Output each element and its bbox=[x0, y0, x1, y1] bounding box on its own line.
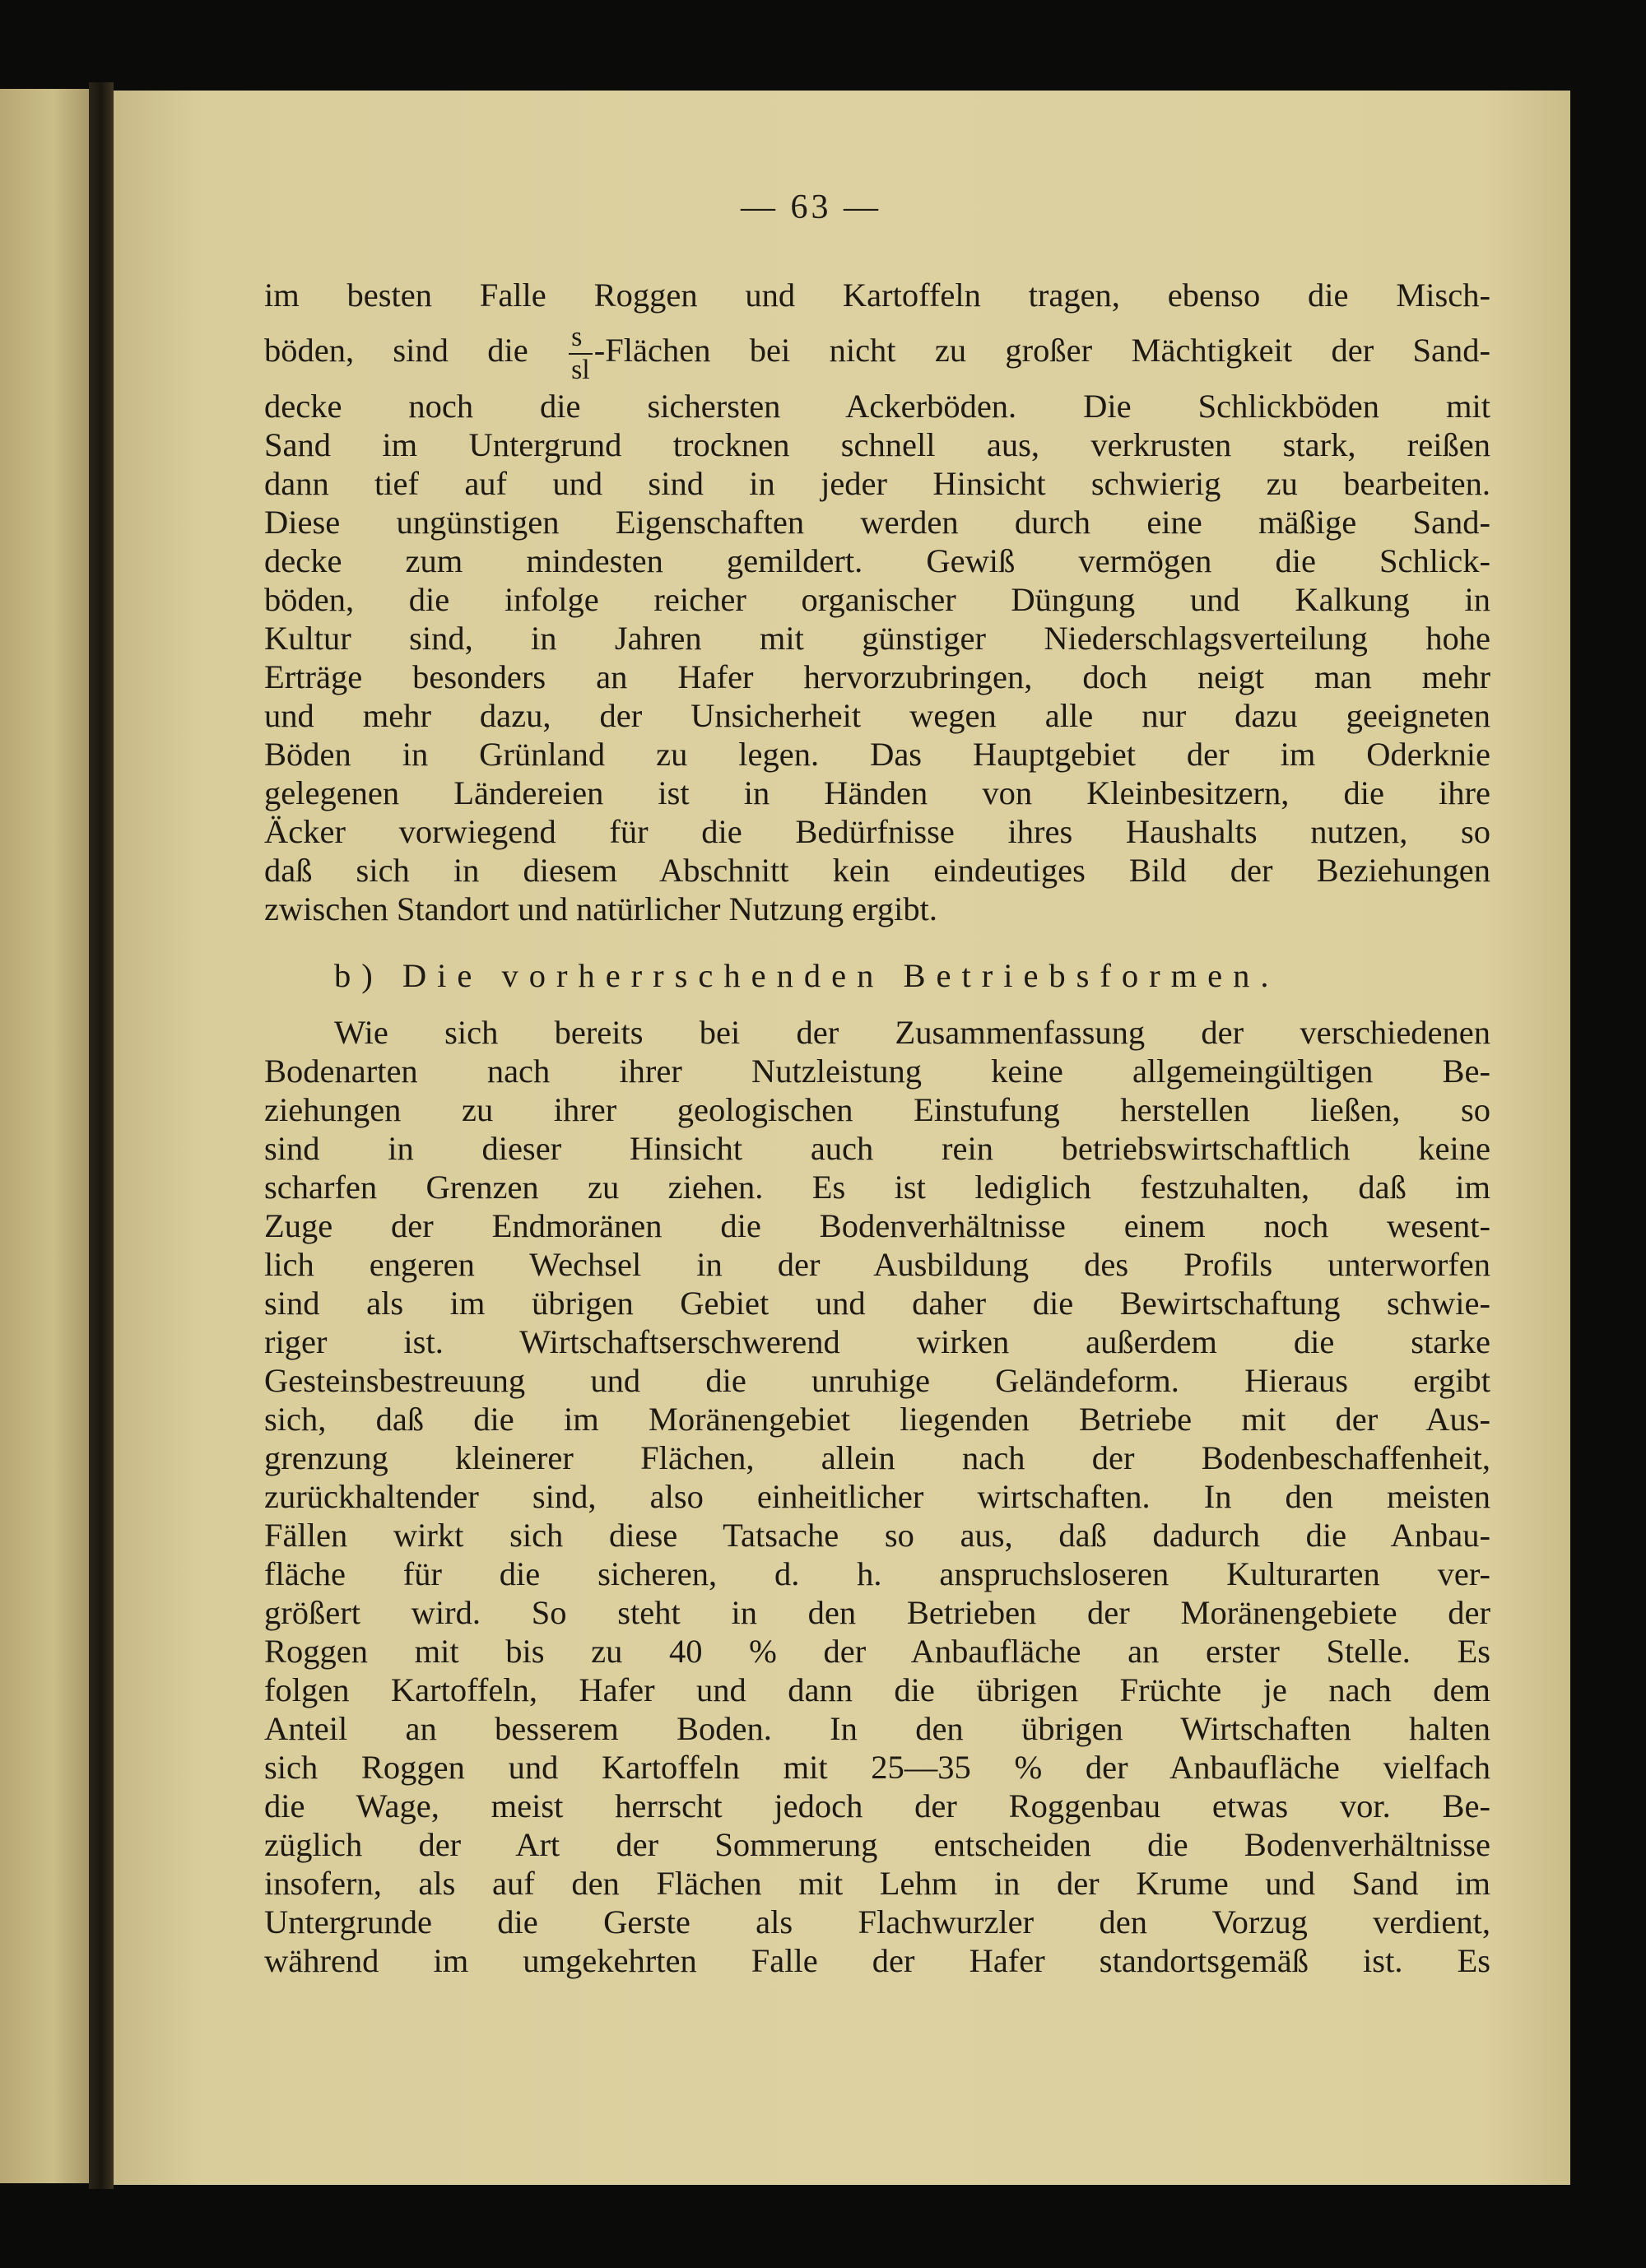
text-line: züglich der Art der Sommerung entscheiden die Bodenverhältnisse bbox=[264, 1826, 1490, 1863]
page-number: — 63 — bbox=[741, 188, 881, 226]
text-line: sind als im übrigen Gebiet und daher die Bewirtschaftung schwie- bbox=[264, 1285, 1490, 1322]
text-line: Sand im Untergrund trocknen schnell aus, verkrusten stark, reißen bbox=[264, 426, 1490, 463]
text-line: insofern, als auf den Flächen mit Lehm in der Krume und Sand im bbox=[264, 1865, 1490, 1902]
book-gutter bbox=[89, 82, 114, 2189]
text-line: sich Roggen und Kartoffeln mit 25—35 % der Anbaufläche vielfach bbox=[264, 1749, 1490, 1786]
text-line: Zuge der Endmoränen die Bodenverhältnisse einem noch wesent- bbox=[264, 1207, 1490, 1244]
text-line: Anteil an besserem Boden. In den übrigen Wirtschaften halten bbox=[264, 1710, 1490, 1747]
facing-page-edge bbox=[0, 89, 89, 2183]
text-line: folgen Kartoffeln, Hafer und dann die übrigen Früchte je nach dem bbox=[264, 1671, 1490, 1708]
text-line: decke noch die sichersten Ackerböden. Die Schlickböden mit bbox=[264, 388, 1490, 425]
section-heading: b) Die vorherrschenden Betriebsformen. bbox=[334, 957, 1280, 994]
fraction-denominator: sl bbox=[571, 354, 590, 385]
text-line: Untergrunde die Gerste als Flachwurzler den Vorzug verdient, bbox=[264, 1903, 1490, 1940]
fraction-s-over-sl bbox=[569, 323, 593, 384]
text-line: Diese ungünstigen Eigenschaften werden durch eine mäßige Sand- bbox=[264, 504, 1490, 541]
text-line: Erträge besonders an Hafer hervorzubringen, doch neigt man mehr bbox=[264, 658, 1490, 695]
text-line: decke zum mindesten gemildert. Gewiß vermögen die Schlick- bbox=[264, 542, 1490, 579]
text-line: scharfen Grenzen zu ziehen. Es ist lediglich festzuhalten, daß im bbox=[264, 1169, 1490, 1206]
text-line: und mehr dazu, der Unsicherheit wegen alle nur dazu geeigneten bbox=[264, 697, 1490, 734]
text-line: größert wird. So steht in den Betrieben der Moränengebiete der bbox=[264, 1594, 1490, 1631]
text-line: Fällen wirkt sich diese Tatsache so aus, daß dadurch die Anbau- bbox=[264, 1517, 1490, 1554]
text-line: sich, daß die im Moränengebiet liegenden Betriebe mit der Aus- bbox=[264, 1401, 1490, 1438]
text-line: während im umgekehrten Falle der Hafer standortsgemäß ist. Es bbox=[264, 1942, 1490, 1979]
text-line: böden, die infolge reicher organischer Düngung und Kalkung in bbox=[264, 581, 1490, 618]
text-line-with-formula bbox=[264, 314, 1490, 387]
text-line: Gesteinsbestreuung und die unruhige Geländeform. Hieraus ergibt bbox=[264, 1362, 1490, 1399]
text-line: dann tief auf und sind in jeder Hinsicht schwierig zu bearbeiten. bbox=[264, 465, 1490, 502]
background-edge bbox=[1570, 91, 1646, 2185]
text-line: ziehungen zu ihrer geologischen Einstufung herstellen ließen, so bbox=[264, 1091, 1490, 1128]
text-line: Wie sich bereits bei der Zusammenfassung der verschiedenen bbox=[334, 1014, 1490, 1051]
text-line: die Wage, meist herrscht jedoch der Roggenbau etwas vor. Be- bbox=[264, 1787, 1490, 1824]
text-line: zurückhaltender sind, also einheitlicher wirtschaften. In den meisten bbox=[264, 1478, 1490, 1515]
text-line: grenzung kleinerer Flächen, allein nach der Bodenbeschaffenheit, bbox=[264, 1439, 1490, 1476]
text-line: Bodenarten nach ihrer Nutzleistung keine allgemeingültigen Be- bbox=[264, 1053, 1490, 1090]
text-line: Äcker vorwiegend für die Bedürfnisse ihres Haushalts nutzen, so bbox=[264, 813, 1490, 850]
fraction-numerator: s bbox=[569, 323, 593, 355]
text-segment: -Flächen bei nicht zu großer Mächtigkeit der Sand- bbox=[593, 332, 1491, 369]
text-line: Kultur sind, in Jahren mit günstiger Niederschlagsverteilung hohe bbox=[264, 620, 1490, 657]
text-line: Böden in Grünland zu legen. Das Hauptgebiet der im Oderknie bbox=[264, 736, 1490, 773]
text-line: fläche für die sicheren, d. h. anspruchsloseren Kulturarten ver- bbox=[264, 1555, 1490, 1592]
text-line: im besten Falle Roggen und Kartoffeln tragen, ebenso die Misch- bbox=[264, 277, 1490, 314]
text-line: riger ist. Wirtschaftserschwerend wirken außerdem die starke bbox=[264, 1323, 1490, 1360]
text-line: sind in dieser Hinsicht auch rein betriebswirtschaftlich keine bbox=[264, 1130, 1490, 1167]
text-line: daß sich in diesem Abschnitt kein eindeutiges Bild der Beziehungen bbox=[264, 852, 1490, 889]
text-line: Roggen mit bis zu 40 % der Anbaufläche an erster Stelle. Es bbox=[264, 1633, 1490, 1670]
page-body bbox=[264, 276, 1490, 1980]
text-line: lich engeren Wechsel in der Ausbildung des Profils unterworfen bbox=[264, 1246, 1490, 1283]
text-line: zwischen Standort und natürlicher Nutzung ergibt. bbox=[264, 890, 938, 927]
book-page bbox=[114, 91, 1570, 2185]
text-segment: böden, sind die bbox=[264, 332, 528, 369]
text-line: gelegenen Ländereien ist in Händen von Kleinbesitzern, die ihre bbox=[264, 774, 1490, 811]
